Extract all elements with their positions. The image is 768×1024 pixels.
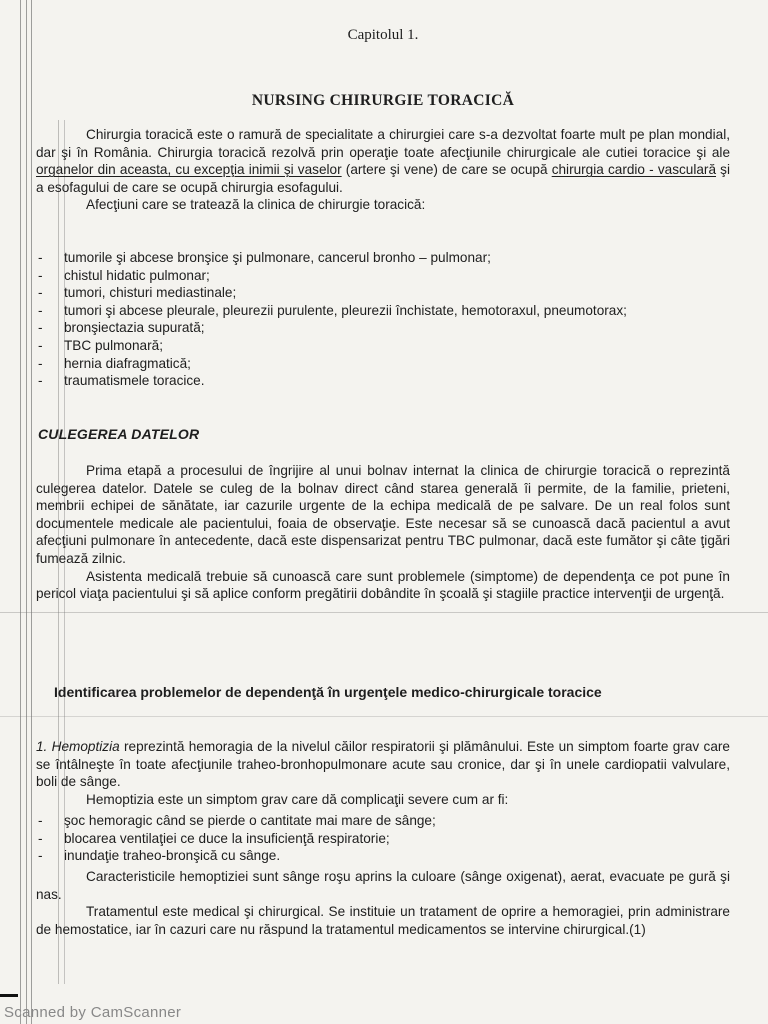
binder-line [31, 0, 32, 1024]
list-item: - inundaţie traheo-bronşică cu sânge. [36, 847, 730, 865]
chapter-label: Capitolul 1. [347, 27, 419, 43]
intro-text: şi a esofagului de care se ocupă chirurgia esofagului. [36, 162, 730, 195]
binder-line [20, 0, 21, 1024]
list-item: - hernia diafragmatică; [36, 355, 730, 373]
list-item: - bronşiectazia supurată; [36, 319, 730, 337]
list-item: - tumorile şi abcese bronşice şi pulmonare, cancerul bronho – pulmonar; [36, 249, 730, 267]
complications-list [36, 812, 730, 865]
page-title: NURSING CHIRURGIE TORACICĂ [251, 92, 515, 109]
treatment-text: Tratamentul este medical şi chirurgical. Se instituie un tratament de oprire a hemoragiei, prin administrare de hemostatice, iar în cazuri care nu răspund la tratamentul medicamentos se intervine chirurgical.(1) [36, 904, 730, 937]
list-item: - traumatismele toracice. [36, 372, 730, 390]
list-item: - blocarea ventilaţiei ce duce la insuficienţă respiratorie; [36, 830, 730, 848]
list-item: - şoc hemoragic când se pierde o cantitate mai mare de sânge; [36, 812, 730, 830]
culegerea-paragraph [36, 462, 730, 603]
intro-paragraph [36, 126, 730, 214]
intro-text: (artere şi vene) de care se ocupă [341, 162, 552, 178]
culegerea-text-1: Prima etapă a procesului de îngrijire al unui bolnav internat la clinica de chirurgie toracică o reprezintă culegerea datelor. Datele se culeg de la bolnav direct când starea generală îi permite, de la familie, prieteni, membrii echipei de sănătate, iar cazurile urgente de la echipa medicală de pe salvare. De un real folos sunt documentele medicale ale pacientului, foaia de observaţie. Este necesar să se cunoască dacă pacientul a avut afecţiuni pulmonare în antecedente, dacă este dispensarizat pentru TBC pulmonar, dacă este fumător şi câte ţigări fumează zilnic. [36, 463, 730, 566]
subheading: Identificarea problemelor de dependenţă în urgenţele medico-chirurgicale toracice [54, 684, 602, 700]
scanner-watermark: Scanned by CamScanner [4, 1004, 182, 1021]
scan-line [0, 612, 768, 613]
list-item: - tumori şi abcese pleurale, pleurezii purulente, pleurezii închistate, hemotoraxul, pneumotorax; [36, 302, 730, 320]
binder-line [26, 0, 27, 1024]
list-item: - TBC pulmonară; [36, 337, 730, 355]
culegerea-text-2: Asistenta medicală trebuie să cunoască care sunt problemele (simptome) de dependenţa ce pot pune în pericol viaţa pacientului şi să aplice conform pregătirii dobândite în şcoală şi stagiile practice intervenţii de urgenţă. [36, 568, 730, 602]
afectiuni-intro: Afecţiuni care se tratează la clinica de chirurgie toracică: [86, 197, 426, 213]
hemoptizia-paragraph [36, 738, 730, 808]
section-heading: CULEGEREA DATELOR [38, 426, 200, 442]
list-item: - chistul hidatic pulmonar; [36, 267, 730, 285]
scan-line [0, 716, 768, 717]
intro-underlined-text: organelor din aceasta, cu excepţia inimii şi vaselor [36, 162, 342, 178]
treatment-paragraph [36, 868, 730, 938]
hemoptizia-complications-intro: Hemoptizia este un simptom grav care dă complicaţii severe cum ar fi: [86, 791, 509, 807]
list-item: - tumori, chisturi mediastinale; [36, 284, 730, 302]
hemoptizia-definition: reprezintă hemoragia de la nivelul căilor respiratorii şi plămânului. Este un simptom foarte grav care se întâlneşte în toate afecţiunile traheo-bronhopulmonare acute sau cronice, dar şi în unele cardiopatii valvulare, boli de sânge. [36, 739, 730, 790]
intro-text: Chirurgia toracică este o ramură de specialitate a chirurgiei care s-a dezvoltat foarte mult pe plan mondial, dar şi în România. Chirurgia toracică rezolvă prin operaţie toate afecţiunile chirurgicale ale cutiei toracice şi ale [36, 127, 730, 160]
margin-dash [0, 994, 18, 997]
hemoptizia-term: 1. Hemoptizia [36, 739, 120, 754]
characteristics-text: Caracteristicile hemoptiziei sunt sânge roşu aprins la culoare (sânge oxigenat), aerat, evacuate pe gură şi nas. [36, 869, 730, 902]
intro-underlined-text: chirurgia cardio - vasculară [551, 162, 717, 178]
afectiuni-list [36, 249, 730, 390]
